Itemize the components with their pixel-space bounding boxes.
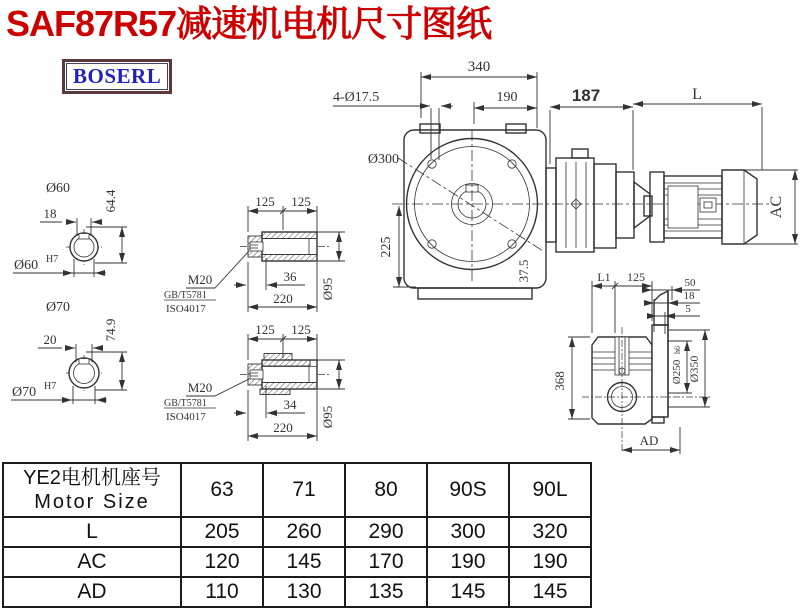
dim-50: 50 [684, 277, 696, 289]
dim-AC: AC [768, 195, 785, 219]
table-header-cn: YE2电机机座号 [23, 467, 161, 489]
dim-368: 368 [552, 371, 567, 391]
label-ht-thread: M20 [187, 272, 213, 287]
cell-L-90S: 300 [427, 517, 509, 547]
dim-225: 225 [379, 236, 394, 258]
label-bore60: Ø60 [14, 258, 39, 273]
col-63: 63 [181, 463, 263, 517]
col-80: 80 [345, 463, 427, 517]
dim-18b: 18 [683, 290, 695, 302]
dim-side-125: 125 [627, 270, 645, 284]
cell-L-90L: 320 [509, 517, 591, 547]
dim-ht-125a: 125 [255, 194, 275, 209]
row-label-AD: AD [3, 577, 181, 607]
dim-AD: AD [639, 433, 659, 448]
label-ht-std2: ISO4017 [166, 303, 206, 315]
dim-190: 190 [496, 90, 518, 105]
dim-bolt-holes: 4-Ø17.5 [333, 90, 380, 105]
dim-key20: 20 [43, 332, 57, 347]
dim-key18: 18 [43, 206, 57, 221]
label-hb-thread: M20 [187, 380, 213, 395]
dim-37-5: 37.5 [516, 259, 531, 283]
dim-ht-125b: 125 [291, 194, 311, 209]
cell-AC-80: 170 [345, 547, 427, 577]
col-90L: 90L [509, 463, 591, 517]
dim-L1: L1 [597, 270, 611, 284]
table-row-AD [3, 577, 591, 607]
label-hb-std1: GB/T5781 [164, 398, 207, 409]
label-bore60-tol: H7 [46, 254, 59, 265]
dim-74-9: 74.9 [103, 318, 118, 342]
cell-AD-90L: 145 [509, 577, 591, 607]
col-90S: 90S [427, 463, 509, 517]
label-bore70: Ø70 [12, 385, 37, 400]
hollow-shaft-bottom [164, 322, 345, 441]
cell-AD-80: 135 [345, 577, 427, 607]
dim-spigot: Ø250 [671, 359, 683, 385]
dim-flange-od: Ø350 [687, 355, 701, 383]
dim-64-4: 64.4 [103, 189, 118, 213]
cell-AC-71: 145 [263, 547, 345, 577]
dim-spigot-tol: h6 [673, 346, 682, 354]
cell-AD-90S: 145 [427, 577, 509, 607]
cell-AC-90S: 190 [427, 547, 509, 577]
section-shaft-70 [11, 300, 127, 404]
dim-340: 340 [467, 59, 491, 75]
table-row-L [3, 517, 591, 547]
cell-AC-63: 120 [181, 547, 263, 577]
table-header-title [3, 463, 181, 517]
cell-AD-63: 110 [181, 577, 263, 607]
cell-L-80: 290 [345, 517, 427, 547]
section-shaft-60 [13, 181, 127, 277]
brand-logo-text: BOSERL [66, 63, 168, 90]
cell-L-71: 260 [263, 517, 345, 547]
motor-size-table [2, 462, 592, 608]
table-row-AC [3, 547, 591, 577]
dim-ht-od: Ø95 [320, 277, 335, 301]
dim-hb-220: 220 [273, 420, 293, 435]
dim-hb-125b: 125 [291, 322, 311, 337]
dim-L: L [692, 86, 702, 103]
label-ht-std1: GB/T5781 [164, 290, 207, 301]
dim-hb-125a: 125 [255, 322, 275, 337]
dim-hb-od: Ø95 [320, 405, 335, 429]
row-label-L: L [3, 517, 181, 547]
dim-hb-34: 34 [283, 397, 297, 412]
table-header-row [3, 463, 591, 517]
col-71: 71 [263, 463, 345, 517]
label-d70: Ø70 [45, 300, 71, 315]
dim-5: 5 [685, 303, 691, 315]
dim-187: 187 [571, 86, 601, 105]
front-view [333, 59, 798, 299]
label-hb-std2: ISO4017 [166, 411, 206, 423]
cell-L-63: 205 [181, 517, 263, 547]
dim-flange-dia: Ø300 [367, 152, 399, 167]
cell-AD-71: 130 [263, 577, 345, 607]
hollow-shaft-top [164, 194, 345, 315]
row-label-AC: AC [3, 547, 181, 577]
side-view [552, 270, 710, 454]
dim-ht-36: 36 [283, 269, 297, 284]
table-header-en: Motor Size [34, 491, 150, 513]
label-d60: Ø60 [45, 181, 71, 196]
page-title: SAF87R57减速机电机尺寸图纸 [6, 3, 492, 44]
brand-logo [62, 59, 172, 94]
label-bore70-tol: H7 [44, 381, 57, 392]
cell-AC-90L: 190 [509, 547, 591, 577]
dim-ht-220: 220 [273, 291, 293, 306]
